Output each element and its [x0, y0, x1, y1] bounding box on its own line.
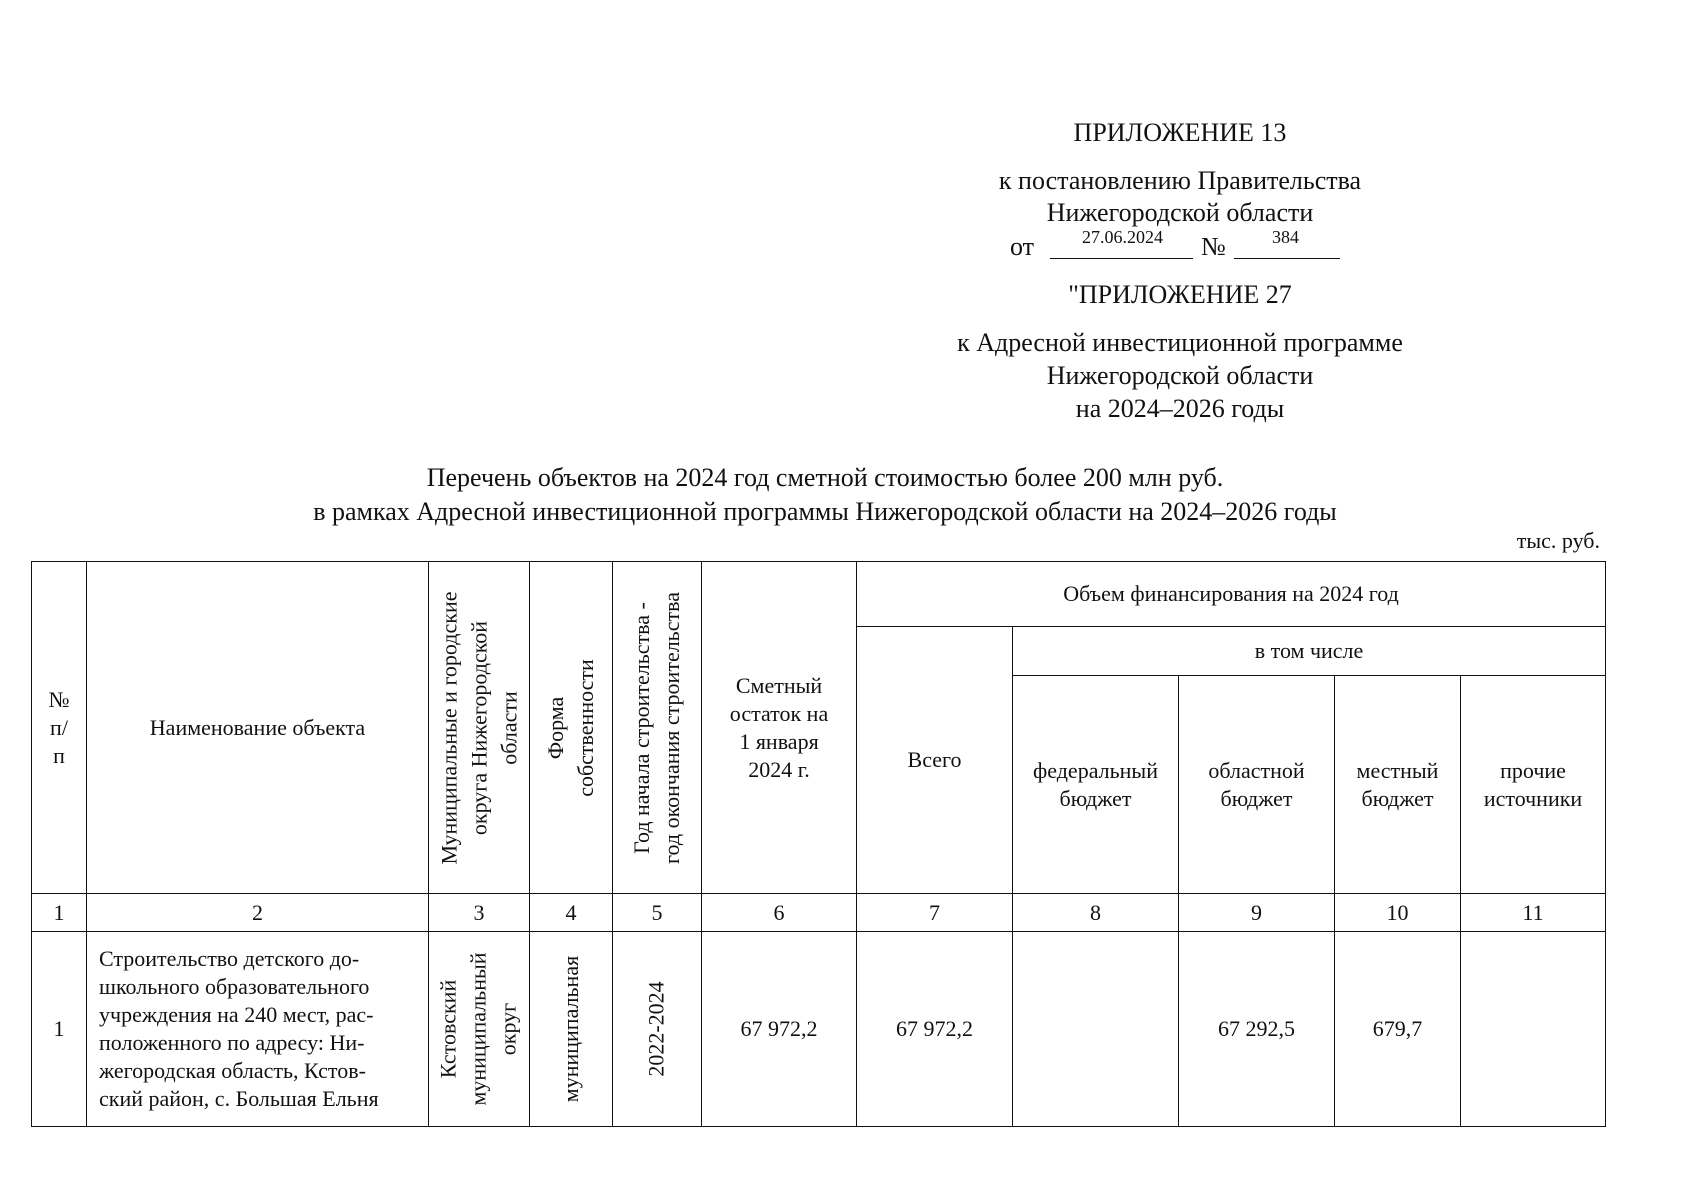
number-value: 384	[1272, 227, 1299, 247]
resolution-line-1: к постановлению Правительства	[998, 166, 1362, 195]
column-number: 7	[857, 894, 1013, 932]
row-object-name-line: положенного по адресу: Ни-	[99, 1030, 365, 1055]
table-row	[32, 932, 1606, 1127]
header-regional-line-1: областной	[1208, 757, 1305, 783]
row-object-name-line: Строительство детского до-	[99, 946, 360, 971]
header-balance	[702, 562, 857, 894]
row-object-name-line: ский район, с. Большая Ельня	[99, 1086, 379, 1111]
header-local	[1335, 676, 1461, 894]
column-numbers-row	[32, 894, 1606, 932]
row-years-text: 2022-2024	[644, 981, 670, 1077]
header-federal	[1013, 676, 1179, 894]
document-title-line-2: в рамках Адресной инвестиционной программы Нижегородской области на 2024–2026 годы	[313, 497, 1337, 526]
header-districts-line-2: округа Нижегородской	[466, 620, 492, 835]
date-field	[1050, 228, 1193, 259]
column-number: 5	[613, 894, 702, 932]
resolution-line-2: Нижегородской области	[1046, 198, 1314, 227]
header-districts-line-1: Муниципальные и городские	[436, 591, 462, 864]
header-federal-line-1: федеральный	[1033, 757, 1158, 783]
header-regional	[1179, 676, 1335, 894]
row-object-name	[87, 932, 429, 1127]
row-years	[613, 932, 702, 1127]
units-label: тыс. руб.	[1516, 528, 1600, 553]
header-ownership	[530, 562, 613, 894]
row-object-name-line: жегородская область, Кстов-	[99, 1058, 366, 1083]
row-federal	[1013, 932, 1179, 1127]
header-other-line-1: прочие	[1500, 757, 1566, 783]
from-label: от	[1010, 232, 1035, 261]
row-district-line: округ	[496, 1002, 521, 1056]
header-number	[32, 562, 87, 894]
header-other	[1461, 676, 1606, 894]
program-line-1: к Адресной инвестиционной программе	[957, 328, 1403, 357]
column-number: 8	[1013, 894, 1179, 932]
row-regional: 67 292,5	[1179, 932, 1335, 1127]
header-years	[613, 562, 702, 894]
header-districts-line-3: области	[496, 690, 522, 765]
row-number: 1	[32, 932, 87, 1127]
program-line-2: Нижегородской области	[1046, 361, 1314, 390]
header-local-line-1: местный	[1356, 757, 1439, 783]
column-number: 3	[429, 894, 530, 932]
document-title-line-1: Перечень объектов на 2024 год сметной стоимостью более 200 млн руб.	[426, 463, 1224, 492]
header-financing: Объем финансирования на 2024 год	[857, 562, 1606, 627]
appendix-27-label: "ПРИЛОЖЕНИЕ 27	[1068, 280, 1292, 309]
row-object-name-line: учреждения на 240 мест, рас-	[99, 1002, 374, 1027]
header-number-line-1: №	[48, 686, 70, 712]
date-value: 27.06.2024	[1082, 227, 1163, 247]
header-years-line-2: год окончания строительства	[659, 591, 684, 864]
row-local: 679,7	[1335, 932, 1461, 1127]
number-label: №	[1201, 232, 1226, 261]
row-district	[429, 932, 530, 1127]
header-years-line-1: Год начала строительства -	[629, 601, 654, 854]
header-federal-line-2: бюджет	[1059, 785, 1132, 811]
column-number: 9	[1179, 894, 1335, 932]
header-balance-line-3: 1 января	[739, 728, 819, 754]
header-balance-line-2: остаток на	[729, 700, 829, 726]
header-ownership-line-2: собственности	[573, 658, 599, 797]
row-ownership	[530, 932, 613, 1127]
number-field	[1234, 228, 1340, 259]
appendix-13-label: ПРИЛОЖЕНИЕ 13	[1073, 118, 1287, 147]
header-number-line-2: п/	[50, 714, 68, 740]
header-districts	[429, 562, 530, 894]
header-object-name: Наименование объекта	[87, 562, 429, 894]
header-number-line-3: п	[53, 742, 65, 768]
row-district-line: Кстовский	[436, 979, 461, 1079]
program-line-3: на 2024–2026 годы	[1075, 394, 1285, 423]
header-regional-line-2: бюджет	[1220, 785, 1293, 811]
header-including: в том числе	[1013, 627, 1606, 676]
row-ownership-text: муниципальная	[558, 955, 584, 1103]
row-object-name-line: школьного образовательного	[99, 974, 370, 999]
column-number: 10	[1335, 894, 1461, 932]
header-local-line-2: бюджет	[1361, 785, 1434, 811]
column-number: 4	[530, 894, 613, 932]
column-number: 11	[1461, 894, 1606, 932]
row-total: 67 972,2	[857, 932, 1013, 1127]
header-other-line-2: источники	[1483, 785, 1583, 811]
column-number: 2	[87, 894, 429, 932]
objects-table	[31, 561, 1606, 1127]
header-ownership-line-1: Форма	[543, 696, 569, 759]
header-total: Всего	[857, 627, 1013, 894]
row-other	[1461, 932, 1606, 1127]
header-balance-line-4: 2024 г.	[748, 756, 810, 782]
row-balance: 67 972,2	[702, 932, 857, 1127]
header-balance-line-1: Сметный	[735, 672, 823, 698]
column-number: 1	[32, 894, 87, 932]
row-district-line: муниципальный	[466, 952, 491, 1106]
column-number: 6	[702, 894, 857, 932]
